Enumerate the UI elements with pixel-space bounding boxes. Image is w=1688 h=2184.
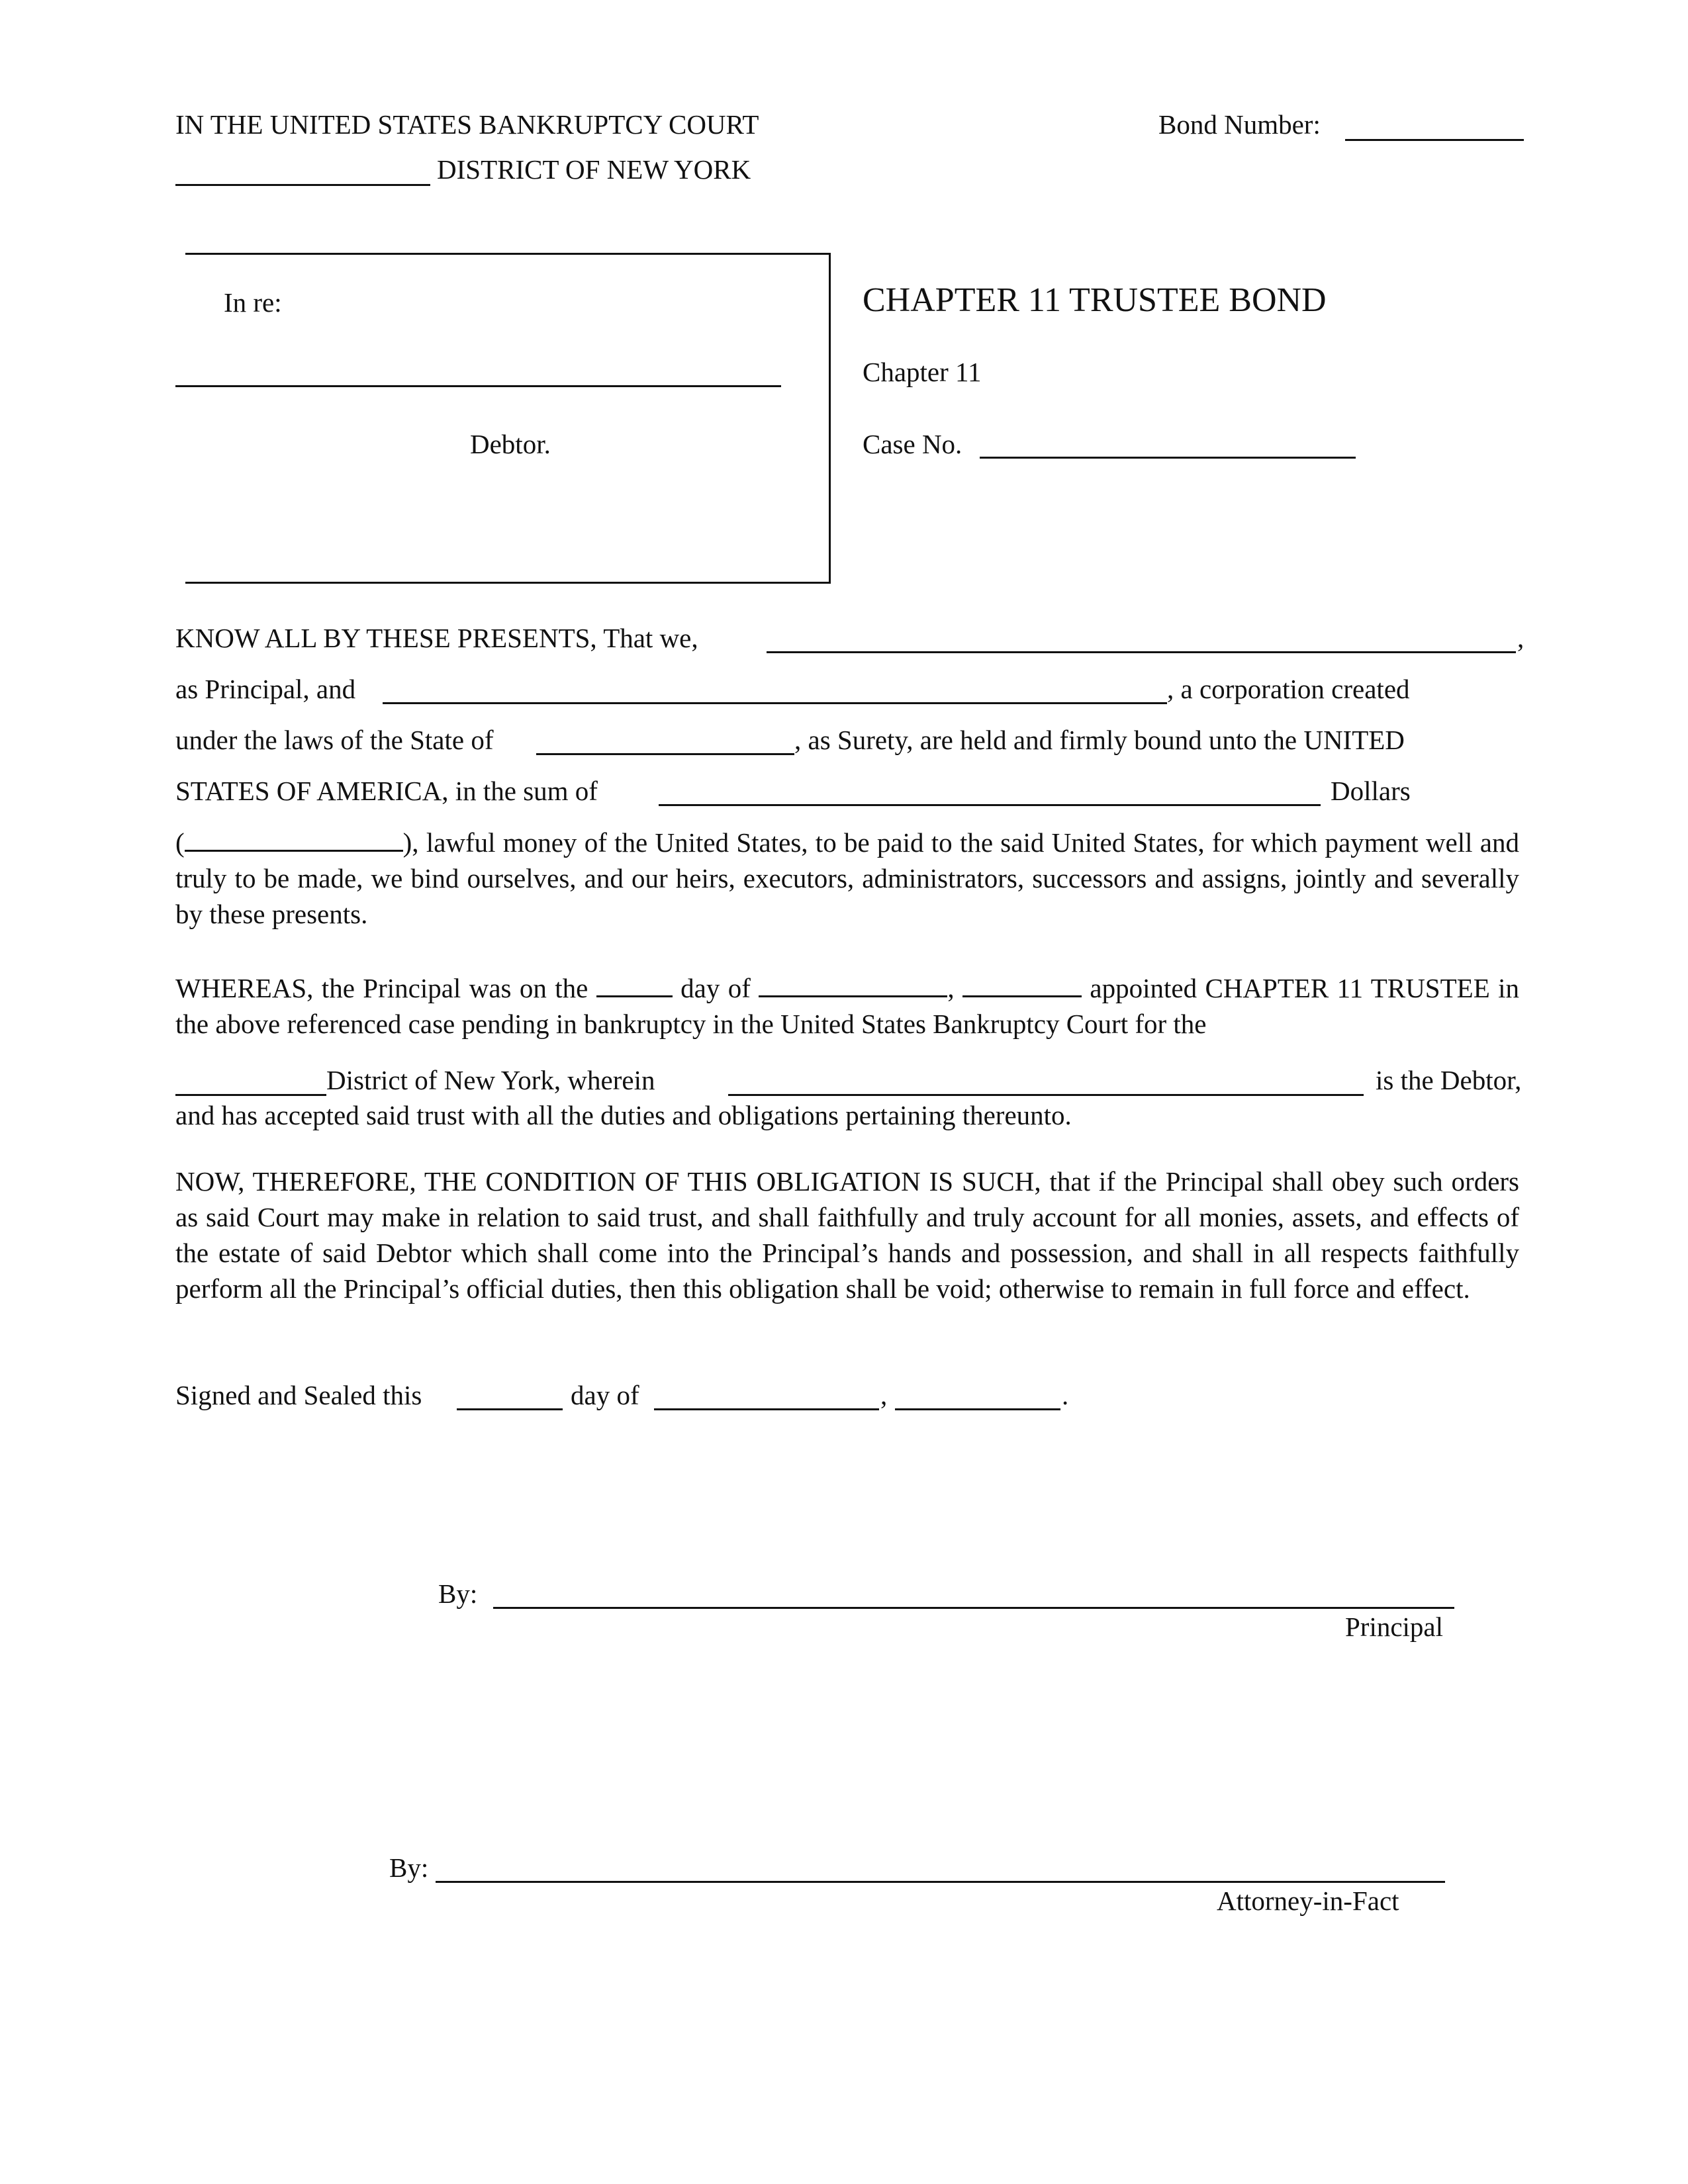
whereas-text-e: District of New York, wherein [326,1065,655,1095]
principal-signature-line[interactable] [493,1607,1454,1609]
in-re-label: In re: [224,287,282,318]
debtor-name-blank[interactable] [175,385,781,387]
whereas-debtor-blank[interactable] [728,1094,1364,1096]
signed-month-blank[interactable] [654,1408,879,1410]
know-line-2a: as Principal, and [175,674,356,704]
state-blank[interactable] [536,753,794,755]
sum-words-blank[interactable] [659,804,1321,806]
case-no-label: Case No. [863,429,962,459]
caption-bottom-rule [185,582,831,584]
whereas-comma: , [947,973,955,1003]
appointed-year-blank[interactable] [962,970,1082,997]
condition-paragraph: NOW, THEREFORE, THE CONDITION OF THIS OBLIGATION IS SUCH, that if the Principal shall obey such orders as said Court may make in relation to said trust, and shall faithfully and truly account for all monies, assets, and effects of the estate of said Debtor which shall come into the Principal’s hands and possession, and shall in all respects faithfully perform all the Principal’s official duties, then this obligation shall be void; otherwise to remain in full force and effect. [175,1166,1519,1304]
chapter-label: Chapter 11 [863,357,982,387]
signed-text-b: day of [571,1380,639,1410]
signed-comma: , [880,1380,888,1410]
know-line-4a: STATES OF AMERICA, in the sum of [175,776,598,806]
sum-open-paren: ( [175,827,185,858]
district-blank[interactable] [175,184,430,186]
attorney-signature-line[interactable] [436,1881,1445,1883]
principal-name-blank[interactable] [767,651,1516,653]
know-line-2b: , a corporation created [1167,674,1410,704]
know-paragraph-end [175,825,1519,932]
signed-year-blank[interactable] [895,1408,1060,1410]
attorney-by-label: By: [389,1852,429,1883]
signed-text-a: Signed and Sealed this [175,1380,422,1410]
know-line-5: ), lawful money of the United States, to be paid to the said United States, for which payment well and truly to be made, we bind ourselves, and our heirs, executors, administrators, successors and assigns, jointly and severally by these presents. [175,827,1519,929]
debtor-label: Debtor. [470,429,551,459]
signed-period: . [1062,1380,1069,1410]
attorney-caption: Attorney-in-Fact [1217,1886,1399,1916]
whereas-text-b: day of [680,973,751,1003]
know-line-3b: , as Surety, are held and firmly bound unto the UNITED [794,725,1405,755]
principal-caption: Principal [1345,1612,1444,1642]
principal-by-label: By: [438,1578,478,1609]
whereas-paragraph [175,970,1519,1042]
bond-number-label: Bond Number: [1158,109,1321,140]
surety-name-blank[interactable] [383,702,1167,704]
know-line-4b: Dollars [1331,776,1411,806]
whereas-text-d: appointed CHAPTER 11 TRUSTEE in the above referenced case pending in bankruptcy in the United States Bankruptcy Court for the [175,973,1520,1039]
whereas-district-blank[interactable] [175,1094,326,1096]
whereas-text-f: is the Debtor, [1376,1065,1522,1095]
signed-day-blank[interactable] [457,1408,563,1410]
bond-number-blank[interactable] [1345,139,1524,141]
appointed-day-blank[interactable] [596,970,673,997]
caption-divider [829,253,831,584]
know-line-3a: under the laws of the State of [175,725,494,755]
district-label: DISTRICT OF NEW YORK [437,154,751,185]
sum-figures-blank[interactable] [185,825,403,852]
whereas-text-g: and has accepted said trust with all the duties and obligations pertaining thereunto. [175,1100,1072,1130]
case-no-blank[interactable] [980,457,1356,459]
whereas-text-a: WHEREAS, the Principal was on the [175,973,588,1003]
appointed-month-blank[interactable] [759,970,947,997]
know-line-1: KNOW ALL BY THESE PRESENTS, That we, [175,623,698,653]
document-title: CHAPTER 11 TRUSTEE BOND [863,281,1327,319]
know-line-1-comma: , [1517,623,1524,653]
caption-top-rule [185,253,831,255]
court-name: IN THE UNITED STATES BANKRUPTCY COURT [175,109,759,140]
